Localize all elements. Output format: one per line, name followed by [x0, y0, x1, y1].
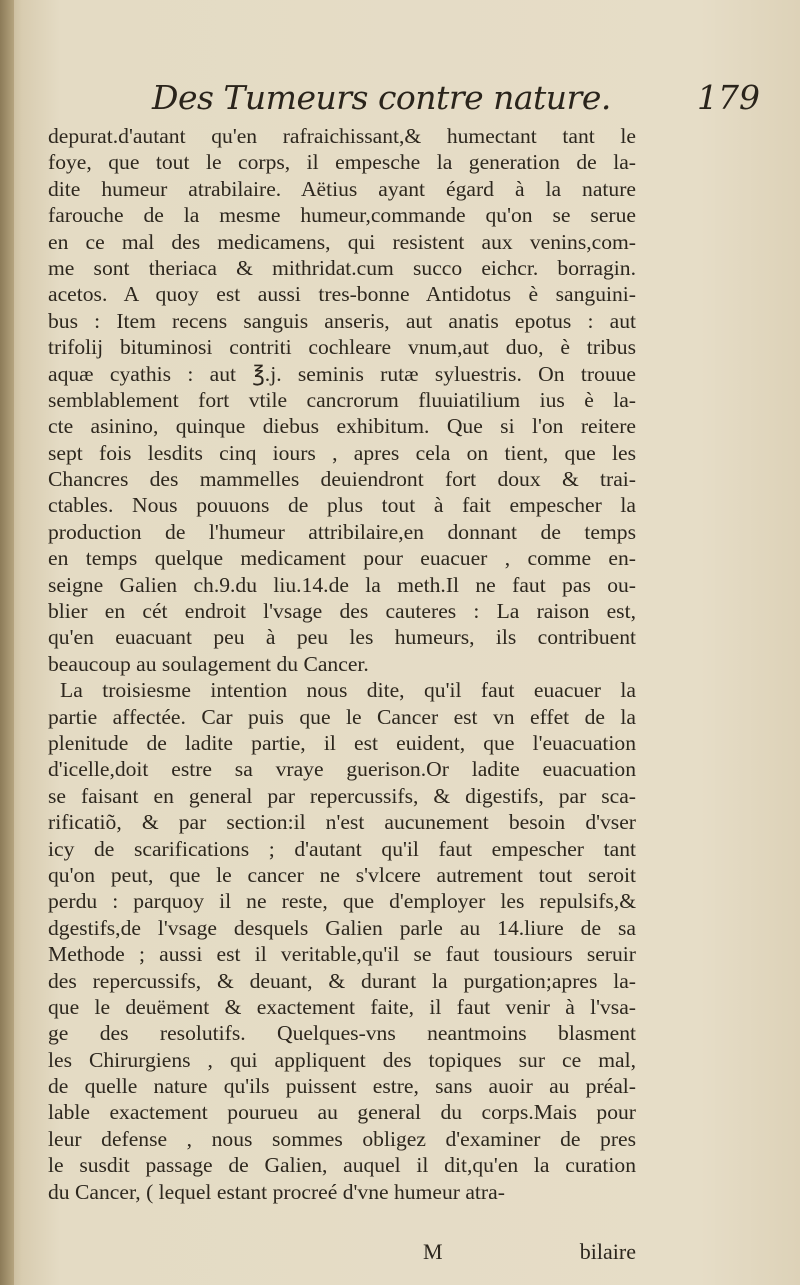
text-line: seigne Galien ch.9.du liu.14.de la meth.Il ne faut pas ou-: [48, 572, 636, 597]
text-line: me sont theriaca & mithridat.cum succo eichcr. borragin.: [48, 255, 636, 280]
text-line: beaucoup au soulagement du Cancer.: [48, 651, 369, 676]
text-line: que le deuëment & exactement faite, il faut venir à l'vsa-: [48, 994, 636, 1019]
text-line: Methode ; aussi est il veritable,qu'il se faut tousiours seruir: [48, 942, 636, 967]
binding-gutter: [0, 0, 14, 1285]
running-head: Des Tumeurs contre nature.: [152, 78, 611, 117]
text-line: semblablement fort vtile cancrorum fluuiatilium ius è la-: [48, 387, 636, 412]
page-number: 179: [697, 78, 760, 117]
text-line: partie affectée. Car puis que le Cancer est vn effet de la: [48, 704, 636, 729]
text-line: Chancres des mammelles deuiendront fort doux & trai-: [48, 467, 636, 492]
text-line: depurat.d'autant qu'en rafraichissant,& humectant tant le: [48, 124, 636, 148]
text-line: aquæ cyathis : aut ℥.j. seminis rutæ syluestris. On trouue: [48, 361, 636, 386]
text-line: foye, que tout le corps, il empesche la generation de la-: [48, 150, 636, 175]
text-line: plenitude de ladite partie, il est euident, que l'euacuation: [48, 730, 636, 755]
text-line: de quelle nature qu'ils puissent estre, sans auoir au préal-: [48, 1074, 636, 1099]
text-line: blier en cét endroit l'vsage des cauteres : La raison est,: [48, 599, 636, 624]
text-line: qu'on peut, que le cancer ne s'vlcere autrement tout seroit: [48, 862, 636, 887]
text-line: d'icelle,doit estre sa vraye guerison.Or ladite euacuation: [48, 757, 636, 782]
text-line: La troisiesme intention nous dite, qu'il faut euacuer la: [60, 678, 636, 703]
catchword: bilaire: [579, 1239, 636, 1264]
text-line: perdu : parquoy il ne reste, que d'employer les repulsifs,&: [48, 889, 636, 914]
text-line: les Chirurgiens , qui appliquent des topiques sur ce mal,: [48, 1047, 636, 1072]
text-line: bus : Item recens sanguis anseris, aut anatis epotus : aut: [48, 308, 636, 333]
text-line: le susdit passage de Galien, auquel il dit,qu'en la curation: [48, 1153, 636, 1178]
text-line: trifolij bituminosi contriti cochleare vnum,aut duo, è tribus: [48, 335, 636, 360]
text-line: icy de scarifications ; d'autant qu'il faut empescher tant: [48, 836, 636, 861]
text-line: farouche de la mesme humeur,commande qu'on se serue: [48, 203, 636, 228]
text-line: se faisant en general par repercussifs, & digestifs, par sca-: [48, 783, 636, 808]
text-line: ge des resolutifs. Quelques-vns neantmoins blasment: [48, 1021, 636, 1046]
body-text: [48, 123, 636, 1205]
text-line: des repercussifs, & deuant, & durant la purgation;apres la-: [48, 968, 636, 993]
text-line: ctables. Nous pouuons de plus tout à fait empescher la: [48, 493, 636, 518]
text-line: en ce mal des medicamens, qui resistent aux venins,com-: [48, 229, 636, 254]
text-line: leur defense , nous sommes obligez d'examiner de pres: [48, 1126, 636, 1151]
text-line: en temps quelque medicament pour euacuer , comme en-: [48, 546, 636, 571]
text-line: acetos. A quoy est aussi tres-bonne Antidotus è sanguini-: [48, 282, 636, 307]
text-line: sept fois lesdits cinq iours , apres cela on tient, que les: [48, 440, 636, 465]
text-line: dgestifs,de l'vsage desquels Galien parle au 14.liure de sa: [48, 915, 636, 940]
text-line: lable exactement pourueu au general du corps.Mais pour: [48, 1100, 636, 1125]
text-line: rificatiõ, & par section:il n'est aucunement besoin d'vser: [48, 810, 636, 835]
page-header: [60, 78, 760, 128]
text-line: production de l'humeur attribilaire,en donnant de temps: [48, 519, 636, 544]
signature-mark: M: [423, 1239, 443, 1264]
text-line: dite humeur atrabilaire. Aëtius ayant égard à la nature: [48, 176, 636, 201]
text-line: du Cancer, ( lequel estant procreé d'vne humeur atra-: [48, 1179, 505, 1204]
page-footer: [48, 1239, 636, 1269]
text-line: cte asinino, quinque diebus exhibitum. Que si l'on reitere: [48, 414, 636, 439]
text-line: qu'en euacuant peu à peu les humeurs, ils contribuent: [48, 625, 636, 650]
